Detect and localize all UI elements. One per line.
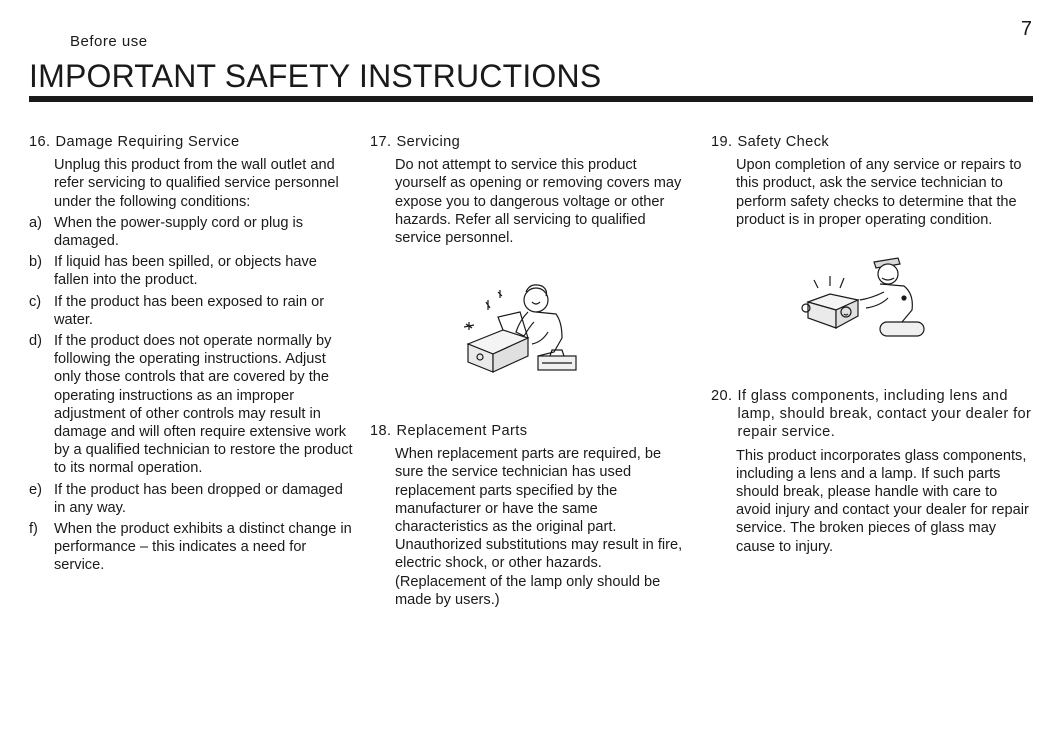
safety-check-illustration [800,248,930,340]
condition-item [29,293,354,329]
section-title: Servicing [396,134,461,150]
section-20-body: This product incorporates glass components, including a lens and a lamp. If such parts should break, please handle with care to avoid injury and contact your dealer for repair service. The broken pieces of glass may cause to injury. [736,447,1029,555]
section-17-body: Do not attempt to service this product yourself as opening or removing covers may expose you to dangerous voltage or other hazards. Refer all servicing to qualified service personnel. [395,157,682,247]
section-title: Replacement Parts [396,423,528,439]
section-16-intro: Unplug this product from the wall outlet and refer servicing to qualified service personnel under the following conditions: [54,157,339,210]
section-number: 16. [29,134,51,150]
item-text: If the product has been exposed to rain or water. [54,293,325,328]
section-17-heading [370,133,685,151]
section-19-body: Upon completion of any service or repairs to this product, ask the service technician to perform safety checks to determine that the product is in proper operating condition. [736,157,1022,228]
section-number: 17. [370,134,392,150]
item-marker: a) [29,214,42,231]
condition-item [29,214,354,250]
column-right-lower [711,387,1036,559]
servicing-illustration [458,272,588,377]
section-title: Safety Check [737,134,830,150]
item-text: When the power-supply cord or plug is damaged. [54,214,304,250]
item-marker: f) [29,521,38,538]
title-rule [29,96,1033,102]
column-middle [370,133,685,250]
column-right [711,133,1036,232]
item-marker: c) [29,293,42,310]
section-18-body: When replacement parts are required, be sure the service technician has used replacement parts specified by the manufacturer or have the same characteristics as the original part. Unauthorized substitutions may result in fire, electric shock, or other hazards. (Replacement of the lamp only should be made by users.) [395,446,683,608]
column-middle-lower [370,422,685,612]
section-18-heading [370,422,685,440]
condition-item [29,253,354,289]
page-title: IMPORTANT SAFETY INSTRUCTIONS [29,58,602,94]
item-text: If the product does not operate normally by following the operating instructions. Adjust only those controls that are covered by the operating instructions as an improper adjustment of other controls may result in damage and will often require extensive work by a qualified technician to restore the product to its normal operation. [54,333,353,477]
section-number: 18. [370,423,392,439]
item-marker: d) [29,333,42,350]
condition-item [29,520,354,575]
section-title: If glass components, including lens and lamp, should break, contact your dealer for repair service. [737,388,1032,441]
section-number: 20. [711,388,733,404]
item-marker: e) [29,481,42,498]
item-text: If liquid has been spilled, or objects have fallen into the product. [54,254,317,289]
condition-item [29,481,354,517]
item-text: When the product exhibits a distinct change in performance – this indicates a need for service. [54,521,352,574]
column-left [29,133,354,578]
section-number: 19. [711,134,733,150]
section-19-heading [711,133,1036,151]
item-marker: b) [29,254,42,271]
section-label: Before use [70,33,148,50]
section-title: Damage Requiring Service [55,134,240,150]
section-16-heading [29,133,354,151]
section-20-heading [711,387,1036,442]
item-text: If the product has been dropped or damaged in any way. [54,481,343,516]
page-number: 7 [1020,18,1032,40]
condition-item [29,332,354,478]
